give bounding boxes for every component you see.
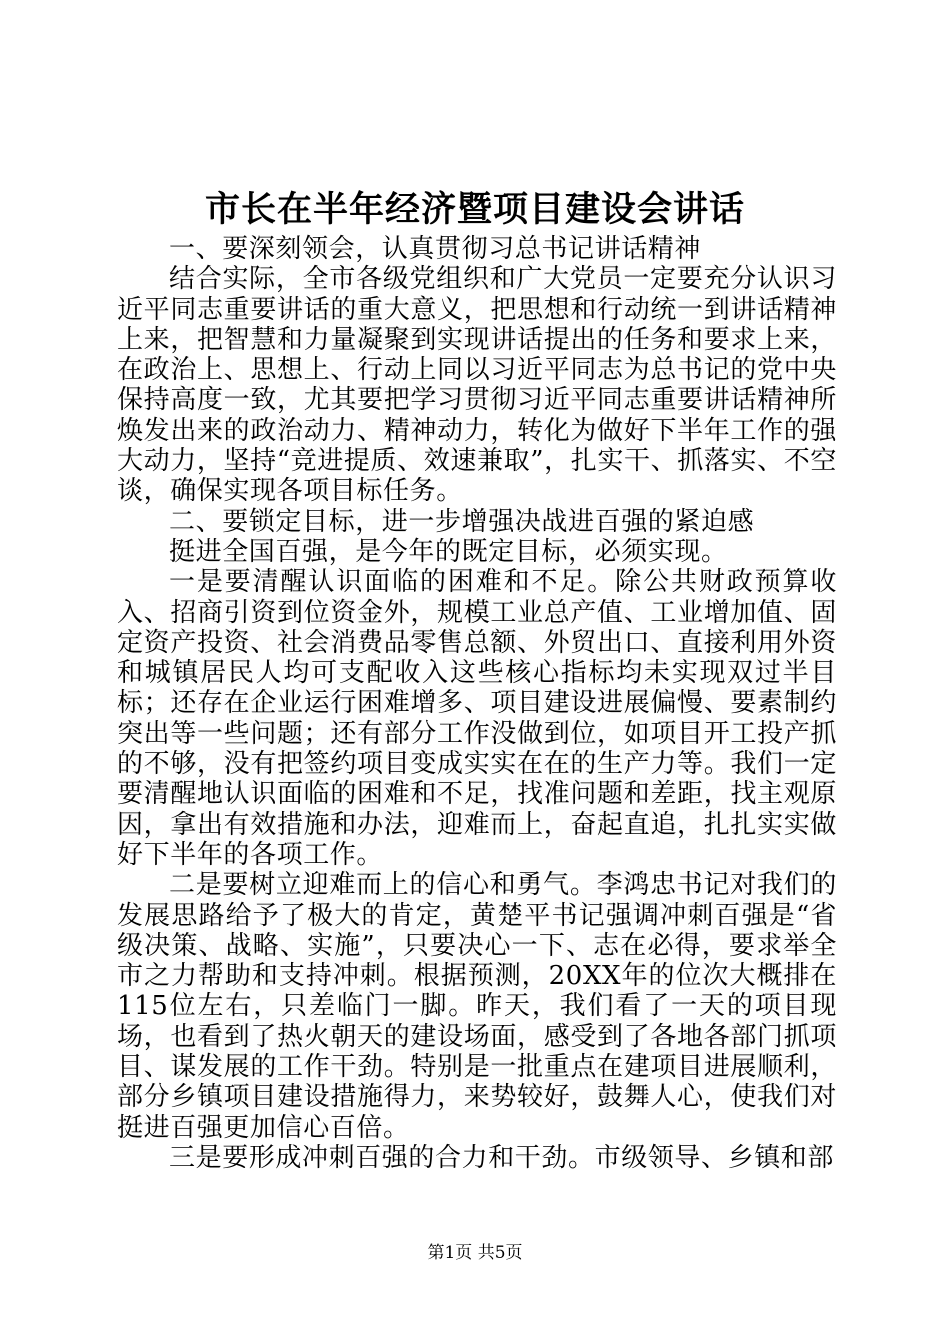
page-number-footer: 第1页 共5页 xyxy=(427,1243,523,1263)
paragraph: 结合实际，全市各级党组织和广大党员一定要充分认识习近平同志重要讲话的重大意义，把思想和行动统一到讲话精神上来，把智慧和力量凝聚到实现讲话提出的任务和要求上来，在政治上、思想上、行动上同以习近平同志为总书记的党中央保持高度一致，尤其要把学习贯彻习近平同志重要讲话精神所焕发出来的政治动力、精神动力，转化为做好下半年工作的强大动力，坚持“竞进提质、效速兼取”，扎实干、抓落实、不空谈，确保实现各项目标任务。 xyxy=(117,264,837,507)
section-heading-1: 一、要深刻领会，认真贯彻习总书记讲话精神 xyxy=(169,234,702,264)
paragraph: 一是要清醒认识面临的困难和不足。除公共财政预算收入、招商引资到位资金外，规模工业总产值、工业增加值、固定资产投资、社会消费品零售总额、外贸出口、直接利用外资和城镇居民人均可支配收入这些核心指标均未实现双过半目标；还存在企业运行困难增多、项目建设进展偏慢、要素制约突出等一些问题；还有部分工作没做到位，如项目开工投产抓的不够，没有把签约项目变成实实在在的生产力等。我们一定要清醒地认识面临的困难和不足，找准问题和差距，找主观原因，拿出有效措施和办法，迎难而上，奋起直追，扎扎实实做好下半年的各项工作。 xyxy=(117,567,837,870)
document-title: 市长在半年经济暨项目建设会讲话 xyxy=(204,189,745,230)
section-heading-2: 二、要锁定目标，进一步增强决战进百强的紧迫感 xyxy=(169,506,755,537)
paragraph: 挺进全国百强，是今年的既定目标，必须实现。 xyxy=(169,536,728,567)
document-body xyxy=(117,234,837,1173)
paragraph: 二是要树立迎难而上的信心和勇气。李鸿忠书记对我们的发展思路给予了极大的肯定，黄楚平书记强调冲刺百强是“省级决策、战略、实施”，只要决心一下、志在必得，要求举全市之力帮助和支持冲刺。根据预测，20XX年的位次大概排在115位左右，只差临门一脚。昨天，我们看了一天的项目现场，也看到了热火朝天的建设场面，感受到了各地各部门抓项目、谋发展的工作干劲。特别是一批重点在建项目进展顺利，部分乡镇项目建设措施得力，来势较好，鼓舞人心，使我们对挺进百强更加信心百倍。 xyxy=(117,870,837,1143)
paragraph: 三是要形成冲刺百强的合力和干劲。市级领导、乡镇和部 xyxy=(169,1142,835,1173)
